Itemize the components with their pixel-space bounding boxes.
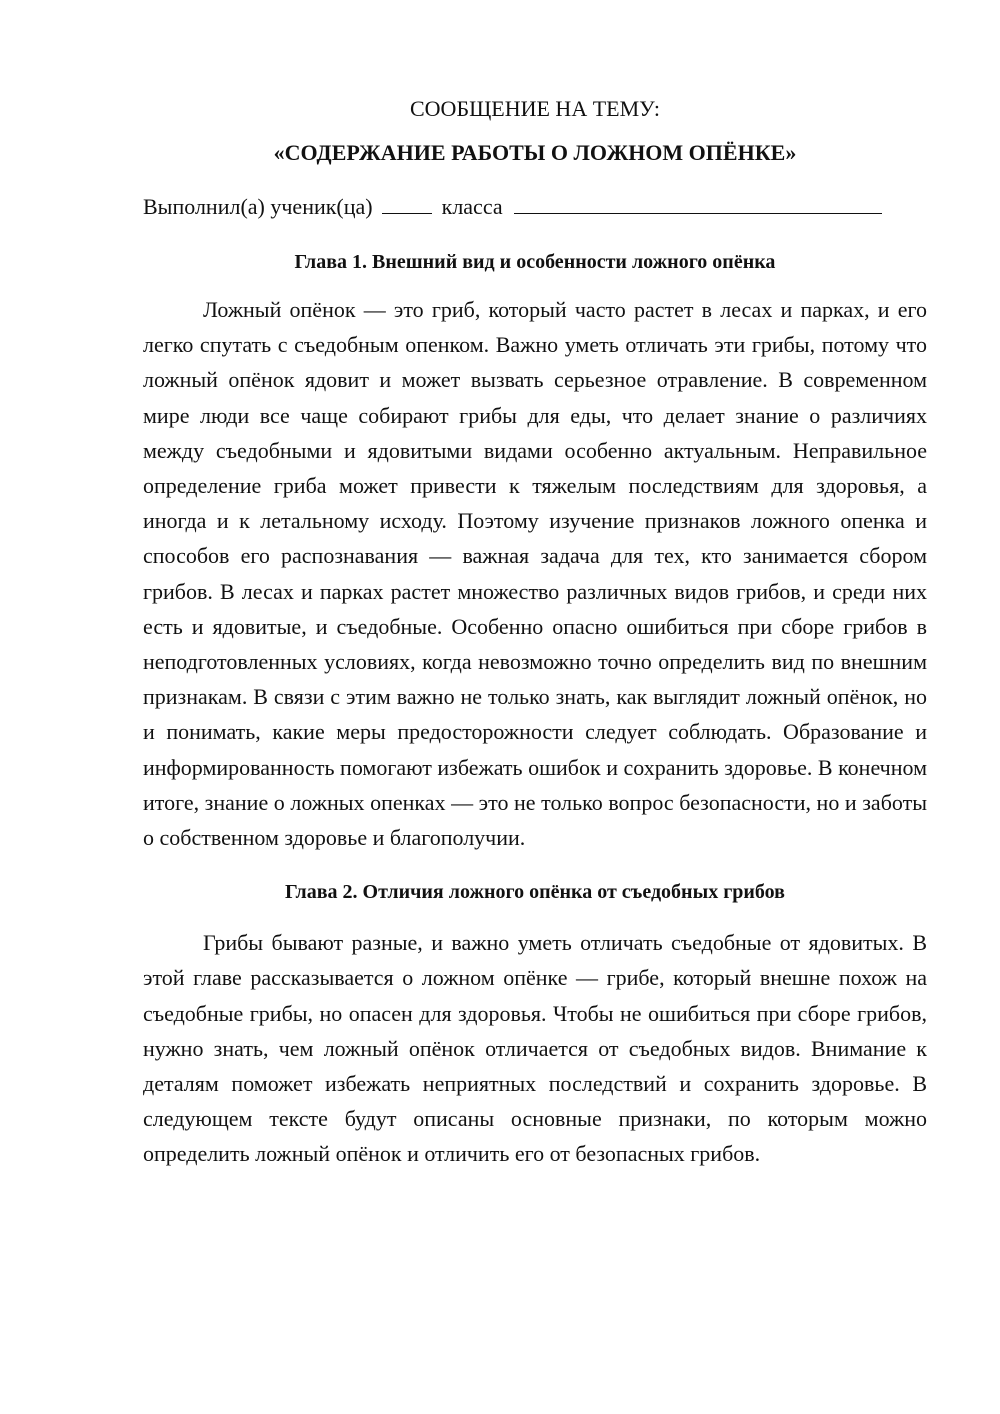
document-title-line-2: «СОДЕРЖАНИЕ РАБОТЫ О ЛОЖНОМ ОПЁНКЕ» xyxy=(273,140,797,165)
author-prefix: Выполнил(а) ученик(ца) xyxy=(143,194,373,219)
chapter-1-paragraph: Ложный опёнок — это гриб, который часто растет в лесах и парках, и его легко спутать с съедобным опенком. Важно уметь отличать эти грибы, потому что ложный опёнок ядовит и может вызвать серьезное отравление. В современном мире люди все чаще собирают грибы для еды, что делает знание о различиях между съедобными и ядовитыми видами особенно актуальным. Неправильное определение гриба может привести к тяжелым последствиям для здоровья, а иногда и к летальному исходу. Поэтому изучение признаков ложного опенка и способов его распознавания — важная задача для тех, кто занимается сбором грибов. В лесах и парках растет множество различных видов грибов, и среди них есть и ядовитые, и съедобные. Особенно опасно ошибиться при сборе грибов в неподготовленных условиях, когда невозможно точно определить вид по внешним признакам. В связи с этим важно не только знать, как выглядит ложный опёнок, но и понимать, какие меры предосторожности следует соблюдать. Образование и информированность помогают избежать ошибок и сохранить здоровье. В конечном итоге, знание о ложных опенках — это не только вопрос безопасности, но и заботы о собственном здоровье и благополучии. xyxy=(143,297,927,851)
document-title-line-1: СООБЩЕНИЕ НА ТЕМУ: xyxy=(410,96,660,121)
chapter-1-title: Глава 1. Внешний вид и особенности ложного опёнка xyxy=(294,251,776,273)
chapter-2-paragraph: Грибы бывают разные, и важно уметь отличать съедобные от ядовитых. В этой главе рассказывается о ложном опёнке — грибе, который внешне похож на съедобные грибы, но опасен для здоровья. Чтобы не ошибиться при сборе грибов, нужно знать, чем ложный опёнок отличается от съедобных видов. Внимание к деталям поможет избежать неприятных последствий и сохранить здоровье. В следующем тексте будут описаны основные признаки, по которым можно определить ложный опёнок и отличить его от безопасных грибов. xyxy=(143,930,927,1167)
chapter-2-title: Глава 2. Отличия ложного опёнка от съедобных грибов xyxy=(285,881,785,904)
author-line xyxy=(143,191,927,222)
document-page xyxy=(143,90,927,1172)
author-class-label: класса xyxy=(441,194,503,219)
author-name-blank xyxy=(514,191,882,214)
class-number-blank xyxy=(382,191,432,214)
